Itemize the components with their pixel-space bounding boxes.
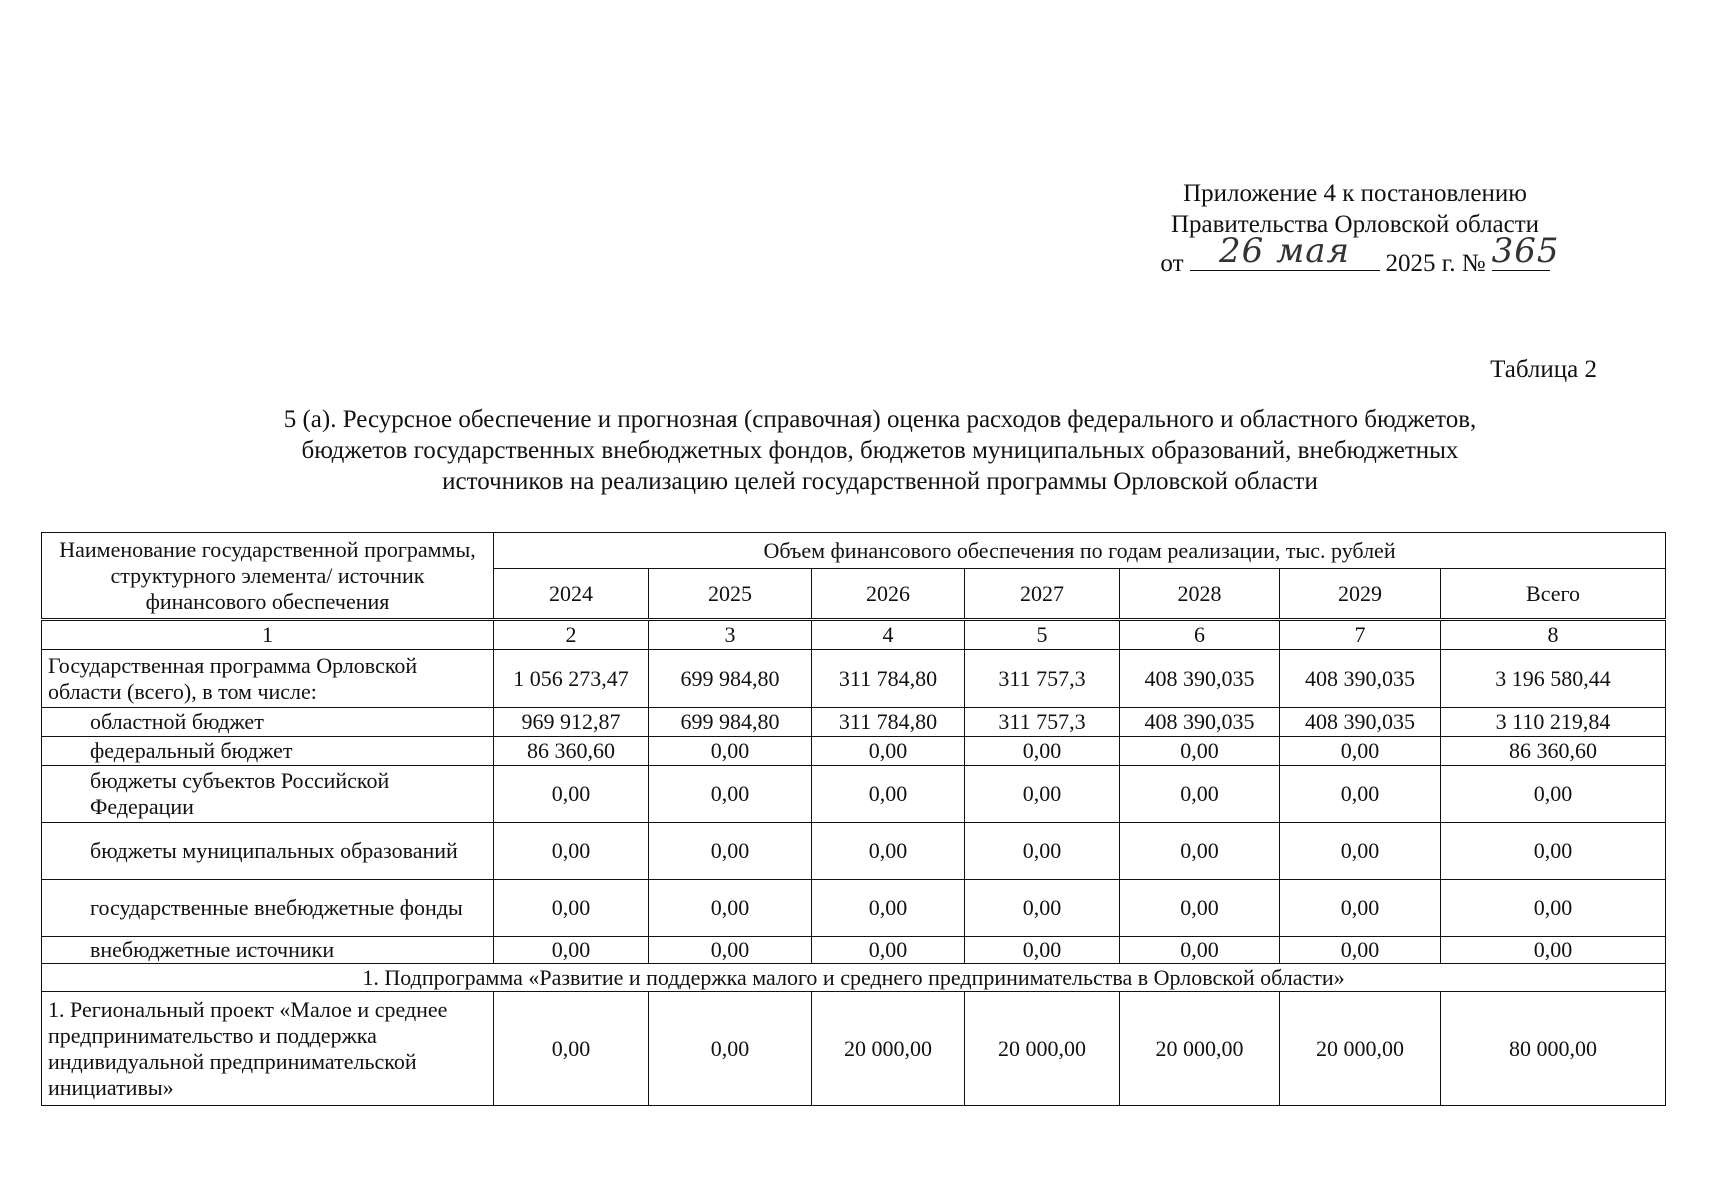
column-numbers-row bbox=[42, 620, 1666, 650]
value-cell: 408 390,035 bbox=[1280, 650, 1441, 708]
total-cell: 0,00 bbox=[1441, 823, 1666, 880]
total-cell: 0,00 bbox=[1441, 766, 1666, 823]
subprogram-title: 1. Подпрограмма «Развитие и поддержка малого и среднего предпринимательства в Орловской области» bbox=[42, 964, 1666, 992]
appendix-line-2: Правительства Орловской области bbox=[1170, 211, 1540, 238]
appendix-line-1: Приложение 4 к постановлению bbox=[1183, 180, 1527, 207]
table-row bbox=[42, 766, 1666, 823]
value-cell: 0,00 bbox=[494, 937, 649, 964]
value-cell: 311 784,80 bbox=[812, 650, 965, 708]
year-cell: 2029 bbox=[1280, 569, 1441, 620]
value-cell: 0,00 bbox=[649, 937, 812, 964]
value-cell: 0,00 bbox=[1280, 823, 1441, 880]
table-row bbox=[42, 737, 1666, 766]
row-name: бюджеты муниципальных образований bbox=[42, 823, 494, 880]
value-cell: 0,00 bbox=[1120, 880, 1280, 937]
column-number: 3 bbox=[649, 620, 812, 650]
column-number: 4 bbox=[812, 620, 965, 650]
document-heading bbox=[110, 404, 1650, 497]
row-name: областной бюджет bbox=[42, 708, 494, 737]
value-cell: 311 757,3 bbox=[965, 708, 1120, 737]
value-cell: 0,00 bbox=[1120, 937, 1280, 964]
value-cell: 0,00 bbox=[649, 992, 812, 1106]
value-cell: 20 000,00 bbox=[965, 992, 1120, 1106]
value-cell: 311 757,3 bbox=[965, 650, 1120, 708]
total-cell: 3 196 580,44 bbox=[1441, 650, 1666, 708]
value-cell: 0,00 bbox=[1280, 880, 1441, 937]
value-cell: 0,00 bbox=[649, 823, 812, 880]
table-row bbox=[42, 937, 1666, 964]
subprogram-row bbox=[42, 964, 1666, 992]
project-row bbox=[42, 992, 1666, 1106]
year-cell: 2027 bbox=[965, 569, 1120, 620]
heading-line-2: бюджетов государственных внебюджетных фондов, бюджетов муниципальных образований, внебюджетных bbox=[301, 437, 1459, 464]
financing-table bbox=[41, 532, 1666, 1106]
number-field bbox=[1491, 231, 1560, 271]
value-cell: 86 360,60 bbox=[494, 737, 649, 766]
column-number: 6 bbox=[1120, 620, 1280, 650]
table-row bbox=[42, 823, 1666, 880]
total-cell: 80 000,00 bbox=[1441, 992, 1666, 1106]
value-cell: 0,00 bbox=[965, 737, 1120, 766]
value-cell: 0,00 bbox=[649, 880, 812, 937]
value-cell: 0,00 bbox=[1120, 737, 1280, 766]
row-name: государственные внебюджетные фонды bbox=[42, 880, 494, 937]
value-cell: 0,00 bbox=[965, 937, 1120, 964]
total-header-cell: Всего bbox=[1441, 569, 1666, 620]
value-cell: 20 000,00 bbox=[1120, 992, 1280, 1106]
table-row bbox=[42, 650, 1666, 708]
column-number: 8 bbox=[1441, 620, 1666, 650]
appendix-block bbox=[1120, 178, 1590, 279]
appendix-line-3 bbox=[1120, 231, 1590, 279]
header-row-1 bbox=[42, 533, 1666, 569]
heading-line-3: источников на реализацию целей государственной программы Орловской области bbox=[442, 468, 1318, 495]
value-cell: 0,00 bbox=[494, 766, 649, 823]
year-cell: 2026 bbox=[812, 569, 965, 620]
total-cell: 0,00 bbox=[1441, 937, 1666, 964]
value-cell: 0,00 bbox=[494, 992, 649, 1106]
year-cell: 2025 bbox=[649, 569, 812, 620]
total-cell: 86 360,60 bbox=[1441, 737, 1666, 766]
value-cell: 20 000,00 bbox=[1280, 992, 1441, 1106]
date-field bbox=[1190, 231, 1380, 271]
year-cell: 2028 bbox=[1120, 569, 1280, 620]
value-cell: 0,00 bbox=[1280, 937, 1441, 964]
value-cell: 408 390,035 bbox=[1120, 650, 1280, 708]
project-name: 1. Региональный проект «Малое и среднее предпринимательство и поддержка индивидуальной предпринимательской инициативы» bbox=[42, 992, 494, 1106]
value-cell: 0,00 bbox=[649, 766, 812, 823]
value-cell: 0,00 bbox=[1280, 766, 1441, 823]
header-volume-cell: Объем финансового обеспечения по годам реализации, тыс. рублей bbox=[494, 533, 1666, 569]
value-cell: 0,00 bbox=[812, 937, 965, 964]
table-row bbox=[42, 880, 1666, 937]
year-cell: 2024 bbox=[494, 569, 649, 620]
row-name: бюджеты субъектов Российской Федерации bbox=[42, 766, 494, 823]
row-name: внебюджетные источники bbox=[42, 937, 494, 964]
value-cell: 0,00 bbox=[649, 737, 812, 766]
value-cell: 20 000,00 bbox=[812, 992, 965, 1106]
table-row bbox=[42, 708, 1666, 737]
year-label: 2025 г. № bbox=[1385, 250, 1486, 277]
total-cell: 0,00 bbox=[1441, 880, 1666, 937]
value-cell: 0,00 bbox=[494, 880, 649, 937]
value-cell: 0,00 bbox=[965, 823, 1120, 880]
handwritten-number: 365 bbox=[1491, 231, 1560, 271]
value-cell: 969 912,87 bbox=[494, 708, 649, 737]
value-cell: 0,00 bbox=[812, 823, 965, 880]
value-cell: 0,00 bbox=[1120, 823, 1280, 880]
column-number: 7 bbox=[1280, 620, 1441, 650]
value-cell: 0,00 bbox=[812, 737, 965, 766]
value-cell: 0,00 bbox=[812, 880, 965, 937]
value-cell: 0,00 bbox=[1120, 766, 1280, 823]
column-number: 2 bbox=[494, 620, 649, 650]
value-cell: 1 056 273,47 bbox=[494, 650, 649, 708]
value-cell: 699 984,80 bbox=[649, 708, 812, 737]
table-label: Таблица 2 bbox=[1490, 356, 1597, 383]
heading-line-1: 5 (а). Ресурсное обеспечение и прогнозная (справочная) оценка расходов федерального и областного бюджетов, bbox=[283, 406, 1477, 433]
row-name: федеральный бюджет bbox=[42, 737, 494, 766]
total-cell: 3 110 219,84 bbox=[1441, 708, 1666, 737]
value-cell: 408 390,035 bbox=[1120, 708, 1280, 737]
header-name-cell: Наименование государственной программы, структурного элемента/ источник финансового обеспечения bbox=[42, 533, 494, 620]
value-cell: 0,00 bbox=[965, 880, 1120, 937]
value-cell: 311 784,80 bbox=[812, 708, 965, 737]
column-number: 1 bbox=[42, 620, 494, 650]
value-cell: 0,00 bbox=[965, 766, 1120, 823]
handwritten-date: 26 мая bbox=[1219, 231, 1351, 271]
from-label: от bbox=[1160, 250, 1184, 277]
value-cell: 0,00 bbox=[494, 823, 649, 880]
value-cell: 699 984,80 bbox=[649, 650, 812, 708]
column-number: 5 bbox=[965, 620, 1120, 650]
row-name: Государственная программа Орловской области (всего), в том числе: bbox=[42, 650, 494, 708]
value-cell: 0,00 bbox=[1280, 737, 1441, 766]
value-cell: 0,00 bbox=[812, 766, 965, 823]
value-cell: 408 390,035 bbox=[1280, 708, 1441, 737]
